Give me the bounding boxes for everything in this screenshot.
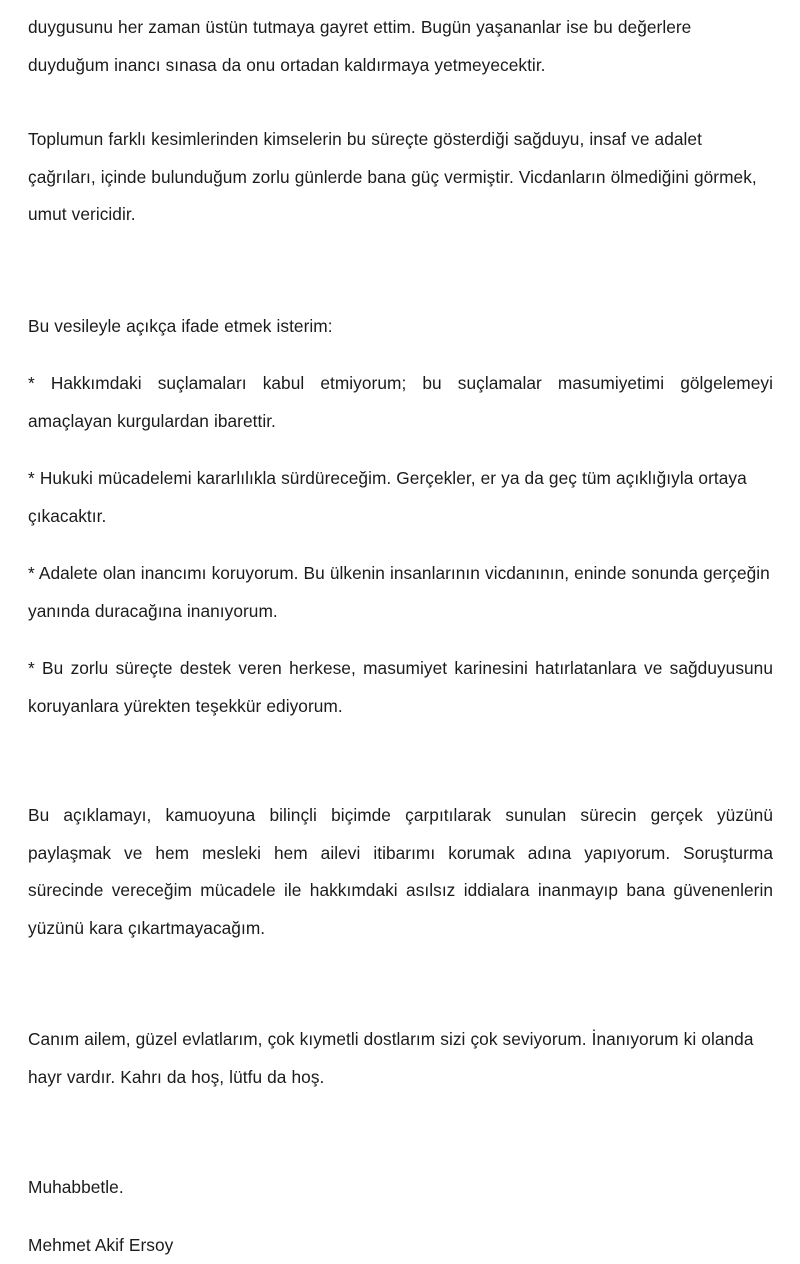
- paragraph-toplum: Toplumun farklı kesimlerinden kimselerin bu süreçte gösterdiği sağduyu, insaf ve adalet çağrıları, içinde bulunduğum zorlu günlerde bana güç vermiştir. Vicdanların ölmediğini görmek, umut vericidir.: [28, 121, 773, 234]
- paragraph-closing: Muhabbetle.: [28, 1169, 773, 1207]
- paragraph-aciklama: Bu açıklamayı, kamuoyuna bilinçli biçimde çarpıtılarak sunulan sürecin gerçek yüzünü paylaşmak ve hem mesleki hem ailevi itibarımı korumak adına yapıyorum. Soruşturma sürecinde vereceğim mücadele ile hakkımdaki asılsız iddialara inanmayıp bana güvenenlerin yüzünü kara çıkartmayacağım.: [28, 797, 773, 947]
- bullet-item-3: * Adalete olan inancımı koruyorum. Bu ülkenin insanlarının vicdanının, eninde sonunda gerçeğin yanında duracağına inanıyorum.: [28, 555, 773, 630]
- bullet-item-4: * Bu zorlu süreçte destek veren herkese, masumiyet karinesini hatırlatanlara ve sağduyusunu koruyanlara yürekten teşekkür ediyorum.: [28, 650, 773, 725]
- bullet-item-2: * Hukuki mücadelemi kararlılıkla sürdüreceğim. Gerçekler, er ya da geç tüm açıklığıyla ortaya çıkacaktır.: [28, 460, 773, 535]
- signature-name: Mehmet Akif Ersoy: [28, 1227, 773, 1264]
- bullet-item-1: * Hakkımdaki suçlamaları kabul etmiyorum; bu suçlamalar masumiyetimi gölgelemeyi amaçlayan kurgulardan ibarettir.: [28, 365, 773, 440]
- paragraph-intro: duygusunu her zaman üstün tutmaya gayret ettim. Bugün yaşananlar ise bu değerlere duyduğum inancı sınasa da onu ortadan kaldırmaya yetmeyecektir.: [28, 9, 773, 84]
- paragraph-canim-ailem: Canım ailem, güzel evlatlarım, çok kıymetli dostlarım sizi çok seviyorum. İnanıyorum ki olanda hayr vardır. Kahrı da hoş, lütfu da hoş.: [28, 1021, 773, 1096]
- paragraph-vesileyle-intro: Bu vesileyle açıkça ifade etmek isterim:: [28, 308, 773, 346]
- document-body: [28, 0, 773, 1264]
